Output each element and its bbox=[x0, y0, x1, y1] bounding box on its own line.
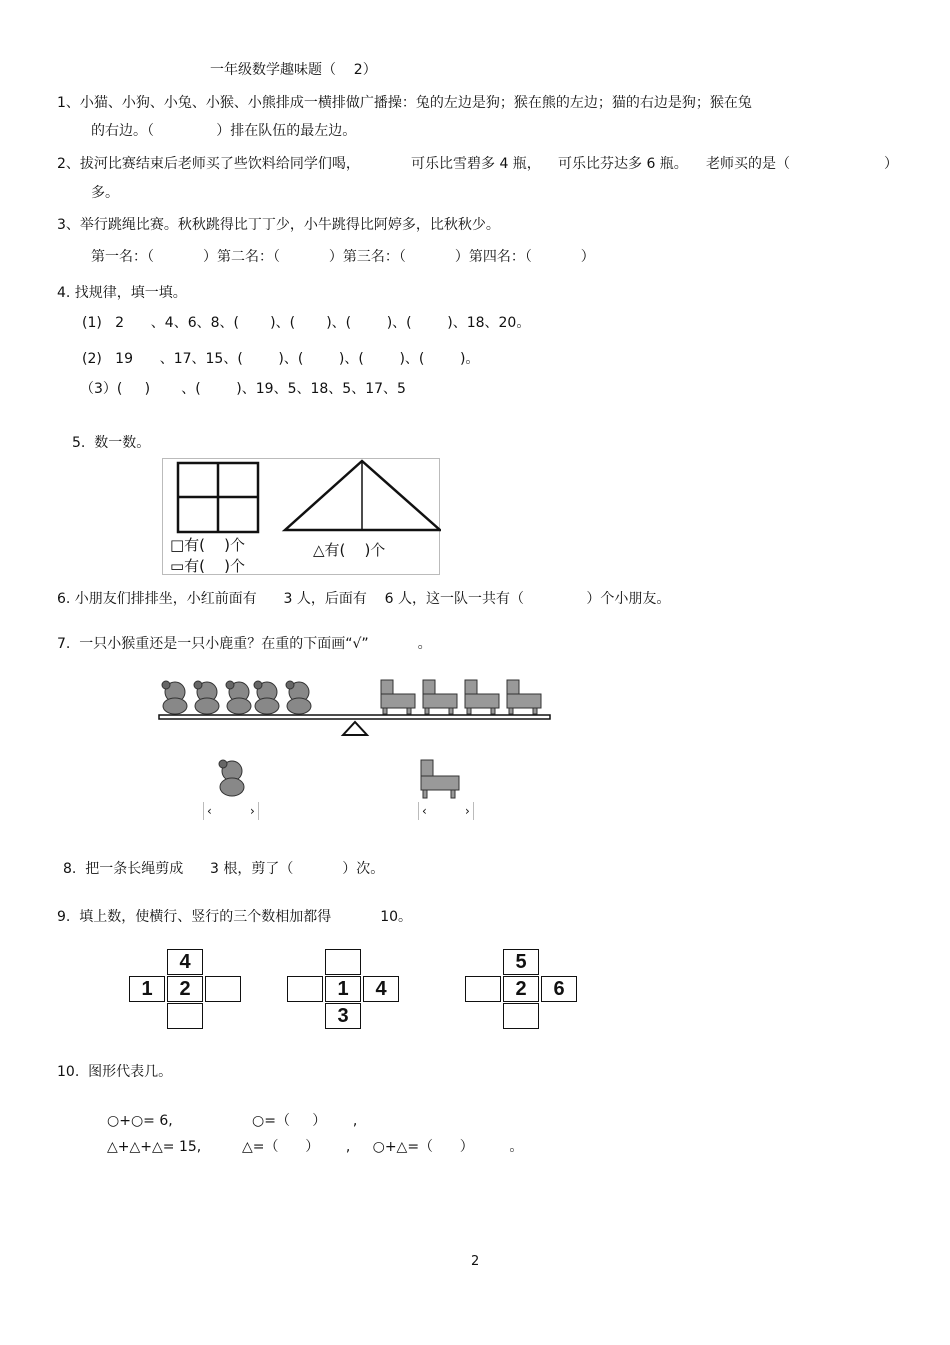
grid2-right[interactable]: 4 bbox=[363, 976, 399, 1002]
q10-line1a: ○+○= 6, bbox=[107, 1113, 173, 1129]
cross-grid-2 bbox=[287, 949, 401, 1031]
q4-head: 4. 找规律，填一填。 bbox=[57, 285, 187, 301]
monkey-icon bbox=[226, 681, 251, 714]
giraffe-icon bbox=[381, 680, 415, 714]
single-giraffe-icon bbox=[417, 758, 467, 800]
square-count-label: □有( )个 bbox=[170, 536, 245, 554]
q10-head: 10. 图形代表几。 bbox=[57, 1064, 173, 1080]
q9-text: 9. 填上数，使横行、竖行的三个数相加都得 10。 bbox=[57, 909, 413, 925]
grid2-top[interactable] bbox=[325, 949, 361, 975]
grid2-bottom[interactable]: 3 bbox=[325, 1003, 361, 1029]
cross-grid-1 bbox=[129, 949, 243, 1031]
grid3-top[interactable]: 5 bbox=[503, 949, 539, 975]
giraffe-icon bbox=[507, 680, 541, 714]
q3-line1: 3、举行跳绳比赛。秋秋跳得比丁丁少，小牛跳得比阿婷多，比秋秋少。 bbox=[57, 217, 500, 233]
grid2-center[interactable]: 1 bbox=[325, 976, 361, 1002]
q6-text: 6. 小朋友们排排坐，小红前面有 3 人，后面有 6 人，这一队一共有（ ）个小朋友。 bbox=[57, 591, 671, 607]
giraffe-row bbox=[381, 680, 541, 714]
grid3-right[interactable]: 6 bbox=[541, 976, 577, 1002]
grid1-right[interactable] bbox=[205, 976, 241, 1002]
q10-line1b: ○=（ ） , bbox=[252, 1113, 358, 1129]
rect-count-label: ▭有( )个 bbox=[170, 557, 245, 575]
grid2-left[interactable] bbox=[287, 976, 323, 1002]
q2-line1a: 2、拔河比赛结束后老师买了些饮料给同学们喝， bbox=[57, 156, 360, 172]
giraffe-icon bbox=[465, 680, 499, 714]
giraffe-icon bbox=[423, 680, 457, 714]
q7-text: 7. 一只小猴重还是一只小鹿重？在重的下面画“√” 。 bbox=[57, 636, 432, 652]
q2-line1d: 老师买的是（ bbox=[706, 156, 790, 172]
q4-sequence-3: （3）( ) 、( )、19、5、18、5、17、5 bbox=[80, 381, 406, 397]
page-number: 2 bbox=[471, 1254, 480, 1269]
q4-sequence-2: (2) 19 、17、15、( )、( )、( )、( )。 bbox=[82, 351, 480, 367]
single-monkey-icon bbox=[212, 758, 252, 798]
grid1-top[interactable]: 4 bbox=[167, 949, 203, 975]
grid1-center[interactable]: 2 bbox=[167, 976, 203, 1002]
q5-head: 5. 数一数。 bbox=[72, 435, 151, 451]
monkey-icon bbox=[254, 681, 279, 714]
scale-fulcrum bbox=[343, 722, 367, 735]
q2-line1c: 可乐比芬达多 6 瓶。 bbox=[558, 156, 688, 172]
page-title: 一年级数学趣味题（ 2） bbox=[210, 62, 377, 78]
q3-line2: 第一名：（ ）第二名：（ ）第三名：（ ）第四名：（ ） bbox=[91, 249, 595, 265]
grid3-left[interactable] bbox=[465, 976, 501, 1002]
monkey-answer-paren[interactable]: ‹ › bbox=[203, 802, 259, 820]
triangle-count-label: △有( )个 bbox=[313, 541, 386, 559]
monkey-icon bbox=[162, 681, 187, 714]
balance-scale bbox=[155, 672, 560, 742]
monkey-icon bbox=[194, 681, 219, 714]
q10-line2b: △=（ ） , ○+△=（ ） 。 bbox=[242, 1139, 524, 1155]
grid3-bottom[interactable] bbox=[503, 1003, 539, 1029]
cross-grid-3 bbox=[465, 949, 579, 1031]
q2-line2: 多。 bbox=[91, 185, 119, 201]
q1-line2: 的右边。（ ）排在队伍的最左边。 bbox=[91, 123, 357, 139]
q2-line1b: 可乐比雪碧多 4 瓶， bbox=[411, 156, 541, 172]
grid3-center[interactable]: 2 bbox=[503, 976, 539, 1002]
q1-line1: 1、小猫、小狗、小兔、小猴、小熊排成一横排做广播操：兔的左边是狗；猴在熊的左边；猫的右边是狗；猴在兔 bbox=[57, 95, 752, 111]
monkey-row bbox=[162, 681, 311, 714]
grid1-bottom[interactable] bbox=[167, 1003, 203, 1029]
q5-figure-panel bbox=[162, 458, 440, 575]
q4-sequence-1: (1) 2 、4、6、8、( )、( )、( )、( )、18、20。 bbox=[82, 315, 531, 331]
scale-beam bbox=[159, 715, 550, 719]
monkey-icon bbox=[286, 681, 311, 714]
q8-text: 8. 把一条长绳剪成 3 根，剪了（ ）次。 bbox=[63, 861, 385, 877]
giraffe-answer-paren[interactable]: ‹ › bbox=[418, 802, 474, 820]
grid1-left[interactable]: 1 bbox=[129, 976, 165, 1002]
q2-line1e: ） bbox=[884, 156, 898, 172]
q10-line2a: △+△+△= 15, bbox=[107, 1139, 202, 1155]
